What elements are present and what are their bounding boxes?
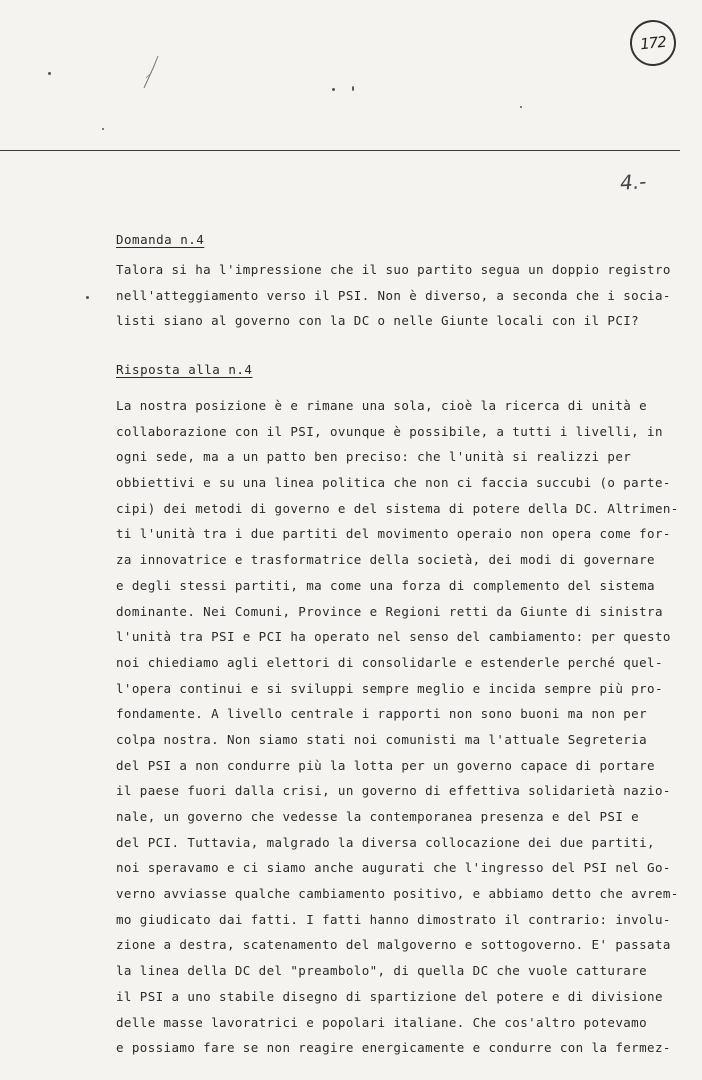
answer-line: dominante. Nei Comuni, Province e Regioni retti da Giunte di sinistra (116, 603, 663, 619)
dust-speck (48, 72, 51, 75)
question-heading: Domanda n.4 (116, 232, 205, 247)
answer-line: il paese fuori dalla crisi, un governo di effettiva solidarietà nazio- (116, 783, 671, 799)
answer-line: ti l'unità tra i due partiti del movimento operaio non opera come for- (116, 526, 671, 542)
answer-line: il PSI a uno stabile disegno di spartizione del potere e di divisione (116, 988, 663, 1004)
answer-line: mo giudicato dai fatti. I fatti hanno dimostrato il contrario: involu- (116, 911, 671, 927)
answer-line: del PSI a non condurre più la lotta per un governo capace di portare (116, 757, 655, 773)
answer-line: colpa nostra. Non siamo stati noi comunisti ma l'attuale Segreteria (116, 731, 648, 747)
answer-line: collaborazione con il PSI, ovunque è possibile, a tutti i livelli, in (116, 423, 663, 439)
page-number: 4.- (619, 169, 648, 195)
answer-line: La nostra posizione è e rimane una sola, cioè la ricerca di unità e (116, 398, 648, 413)
answer-heading: Risposta alla n.4 (116, 362, 253, 377)
answer-line: la linea della DC del "preambolo", di quella DC che vuole catturare (116, 963, 648, 979)
answer-line: cipi) dei metodi di governo e del sistema di potere della DC. Altrimen- (116, 500, 679, 516)
pencil-mark (140, 52, 170, 92)
answer-line: e possiamo fare se non reagire energicamente e condurre con la fermez- (116, 1040, 671, 1056)
dust-speck (102, 128, 104, 130)
answer-line: verno avviasse qualche cambiamento positivo, e abbiamo detto che avrem- (116, 886, 679, 902)
answer-line: noi speravamo e ci siamo anche augurati che l'ingresso del PSI nel Go- (116, 860, 671, 876)
dust-speck (332, 88, 335, 91)
dust-speck (86, 296, 89, 299)
dust-speck (520, 106, 522, 108)
question-line: nell'atteggiamento verso il PSI. Non è diverso, a seconda che i socia- (116, 287, 671, 303)
dust-speck (352, 86, 354, 91)
answer-line: del PCI. Tuttavia, malgrado la diversa collocazione dei due partiti, (116, 834, 655, 850)
answer-line: ogni sede, ma a un patto ben preciso: che l'unità si realizzi per (116, 449, 632, 465)
answer-line: l'opera continui e si sviluppi sempre meglio e incida sempre più pro- (116, 680, 663, 696)
answer-line: zione a destra, scatenamento del malgoverno e sottogoverno. E' passata (116, 937, 671, 953)
question-line: listi siano al governo con la DC o nelle Giunte locali con il PCI? (116, 313, 640, 329)
answer-text (116, 393, 679, 1061)
answer-line: e degli stessi partiti, ma come una forza di complemento del sistema (116, 577, 655, 593)
header-rule (0, 150, 680, 151)
answer-line: obbiettivi e su una linea politica che non ci faccia succubi (o parte- (116, 475, 671, 491)
answer-line: delle masse lavoratrici e popolari italiane. Che cos'altro potevamo (116, 1014, 648, 1030)
answer-line: noi chiediamo agli elettori di consolidarle e estenderle perché quel- (116, 654, 663, 670)
answer-line: fondamente. A livello centrale i rapporti non sono buoni ma non per (116, 706, 648, 722)
answer-line: za innovatrice e trasformatrice della società, dei modi di governare (116, 552, 655, 568)
archive-stamp: 172 (628, 18, 679, 69)
question-line: Talora si ha l'impressione che il suo partito segua un doppio registro (116, 262, 671, 277)
answer-line: l'unità tra PSI e PCI ha operato nel senso del cambiamento: per questo (116, 629, 671, 645)
question-text (116, 257, 671, 334)
answer-line: nale, un governo che vedesse la contemporanea presenza e del PSI e (116, 809, 640, 824)
